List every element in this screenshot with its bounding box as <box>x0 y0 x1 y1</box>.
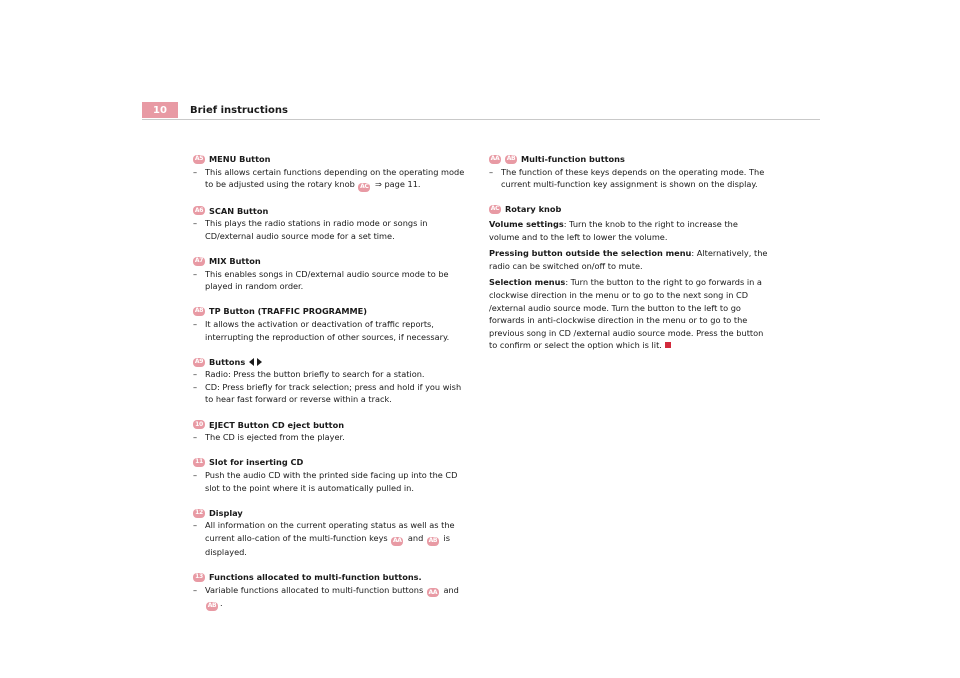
item-description: – It allows the activation or deactivation of traffic reports, interrupting the reproduction of other sources, if necessary. <box>193 318 470 343</box>
callout-badge: A7 <box>194 256 204 264</box>
page-header <box>142 102 820 120</box>
description-text: and <box>440 584 459 595</box>
callout-badge: AB <box>428 537 438 545</box>
item-description: – Push the audio CD with the printed side facing up into the CD slot to the point where it is automatically pulled in. <box>193 469 470 494</box>
item-description <box>193 584 470 612</box>
description-text: and <box>405 533 426 544</box>
section-end-icon <box>665 342 671 348</box>
page-number: 10 <box>142 102 178 118</box>
item-description: – This plays the radio stations in radio mode or songs in CD/external audio source mode for a set time. <box>193 217 470 242</box>
callout-badge: AA <box>392 537 402 545</box>
item-description: – This enables songs in CD/external audio source mode to be played in random order. <box>193 268 470 293</box>
item-mix-button <box>193 255 470 293</box>
item-title: Display <box>209 507 243 518</box>
description-text: Variable functions allocated to multi-function buttons <box>205 584 426 595</box>
selection-menus-paragraph <box>489 276 769 352</box>
paragraph-label: Pressing button outside the selection menu <box>489 248 692 259</box>
paragraph-label: Selection menus <box>489 277 566 288</box>
item-heading <box>193 255 470 268</box>
item-description: – The function of these keys depends on the operating mode. The current multi-function key assignment is shown on the display. <box>489 166 769 191</box>
item-tp-button <box>193 305 470 343</box>
volume-settings-paragraph <box>489 218 769 243</box>
item-heading <box>193 571 470 584</box>
callout-badge: A8 <box>194 307 204 315</box>
section-title: Brief instructions <box>190 105 289 116</box>
callout-badge: 12 <box>193 509 205 518</box>
item-heading <box>193 456 470 469</box>
pressing-button-paragraph <box>489 247 769 272</box>
callout-badge: AA <box>428 588 438 596</box>
callout-badge: AC <box>360 183 369 191</box>
callout-badge: A9 <box>194 357 204 365</box>
right-column <box>489 153 769 356</box>
callout-badge: A6 <box>194 206 204 214</box>
item-heading <box>193 153 470 166</box>
left-column <box>193 153 470 624</box>
item-scan-button <box>193 205 470 243</box>
item-multi-function-buttons <box>489 153 769 191</box>
item-title: Buttons <box>209 356 246 367</box>
callout-badge: 13 <box>193 573 205 582</box>
item-title: Rotary knob <box>505 204 562 215</box>
item-description: – CD: Press briefly for track selection; press and hold if you wish to hear fast forward or reverse within a track. <box>193 381 470 406</box>
item-title: EJECT Button CD eject button <box>209 419 345 430</box>
callout-badge: AA <box>490 155 500 162</box>
description-text: . <box>220 598 223 609</box>
item-heading <box>193 507 470 520</box>
item-heading <box>489 153 769 166</box>
item-description <box>193 166 470 192</box>
paragraph-label: Volume settings <box>489 218 564 229</box>
arrow-right-icon <box>257 358 262 366</box>
paragraph-text: : Turn the knob to the right to increase the volume and to the left to lower the volume. <box>489 218 738 242</box>
item-title: Slot for inserting CD <box>209 457 304 468</box>
item-cd-slot <box>193 456 470 494</box>
item-title: Functions allocated to multi-function buttons. <box>209 572 422 582</box>
item-heading <box>193 305 470 318</box>
item-arrow-buttons <box>193 356 470 406</box>
item-heading <box>193 356 470 369</box>
item-rotary-knob <box>489 203 769 216</box>
item-heading <box>489 203 769 216</box>
arrow-left-icon <box>249 358 254 366</box>
paragraph-text: : Alternatively, the radio can be switched on/off to mute. <box>489 248 768 271</box>
description-text: is displayed. <box>205 533 451 557</box>
callout-badge: AC <box>490 205 500 213</box>
callout-badge: 11 <box>193 458 205 467</box>
callout-badge: A5 <box>194 155 204 162</box>
item-title: SCAN Button <box>209 205 269 216</box>
item-menu-button <box>193 153 470 192</box>
item-heading <box>193 205 470 218</box>
item-heading <box>193 419 470 432</box>
description-text: All information on the current operating status as well as the current allo-cation of the multi-function keys <box>205 520 455 544</box>
callout-badge: 10 <box>193 420 205 429</box>
item-description: – Radio: Press the button briefly to search for a station. <box>193 368 470 381</box>
item-title: MIX Button <box>209 255 261 266</box>
description-text: This allows certain functions depending on the operating mode to be adjusted using the rotary knob <box>205 166 465 190</box>
item-title: MENU Button <box>209 154 271 164</box>
item-functions-allocated <box>193 571 470 611</box>
item-description <box>193 519 470 558</box>
item-display <box>193 507 470 559</box>
paragraph-text: : Turn the button to the right to go forwards in a clockwise direction in the menu or to go to the next song in CD /external audio source mode. Turn the button to the left to go forwards in anti-clockwise direction in the menu or to go to the previous song in CD /external audio source mode. Press the button to confirm or select the option which is lit. <box>489 277 764 351</box>
item-description: – The CD is ejected from the player. <box>193 431 470 444</box>
description-text: ⇒ page 11. <box>372 179 421 190</box>
item-title: TP Button (TRAFFIC PROGRAMME) <box>209 306 367 317</box>
callout-badge: AB <box>506 155 516 162</box>
callout-badge: AB <box>207 602 217 610</box>
item-title: Multi-function buttons <box>521 154 625 164</box>
item-eject-button <box>193 419 470 444</box>
